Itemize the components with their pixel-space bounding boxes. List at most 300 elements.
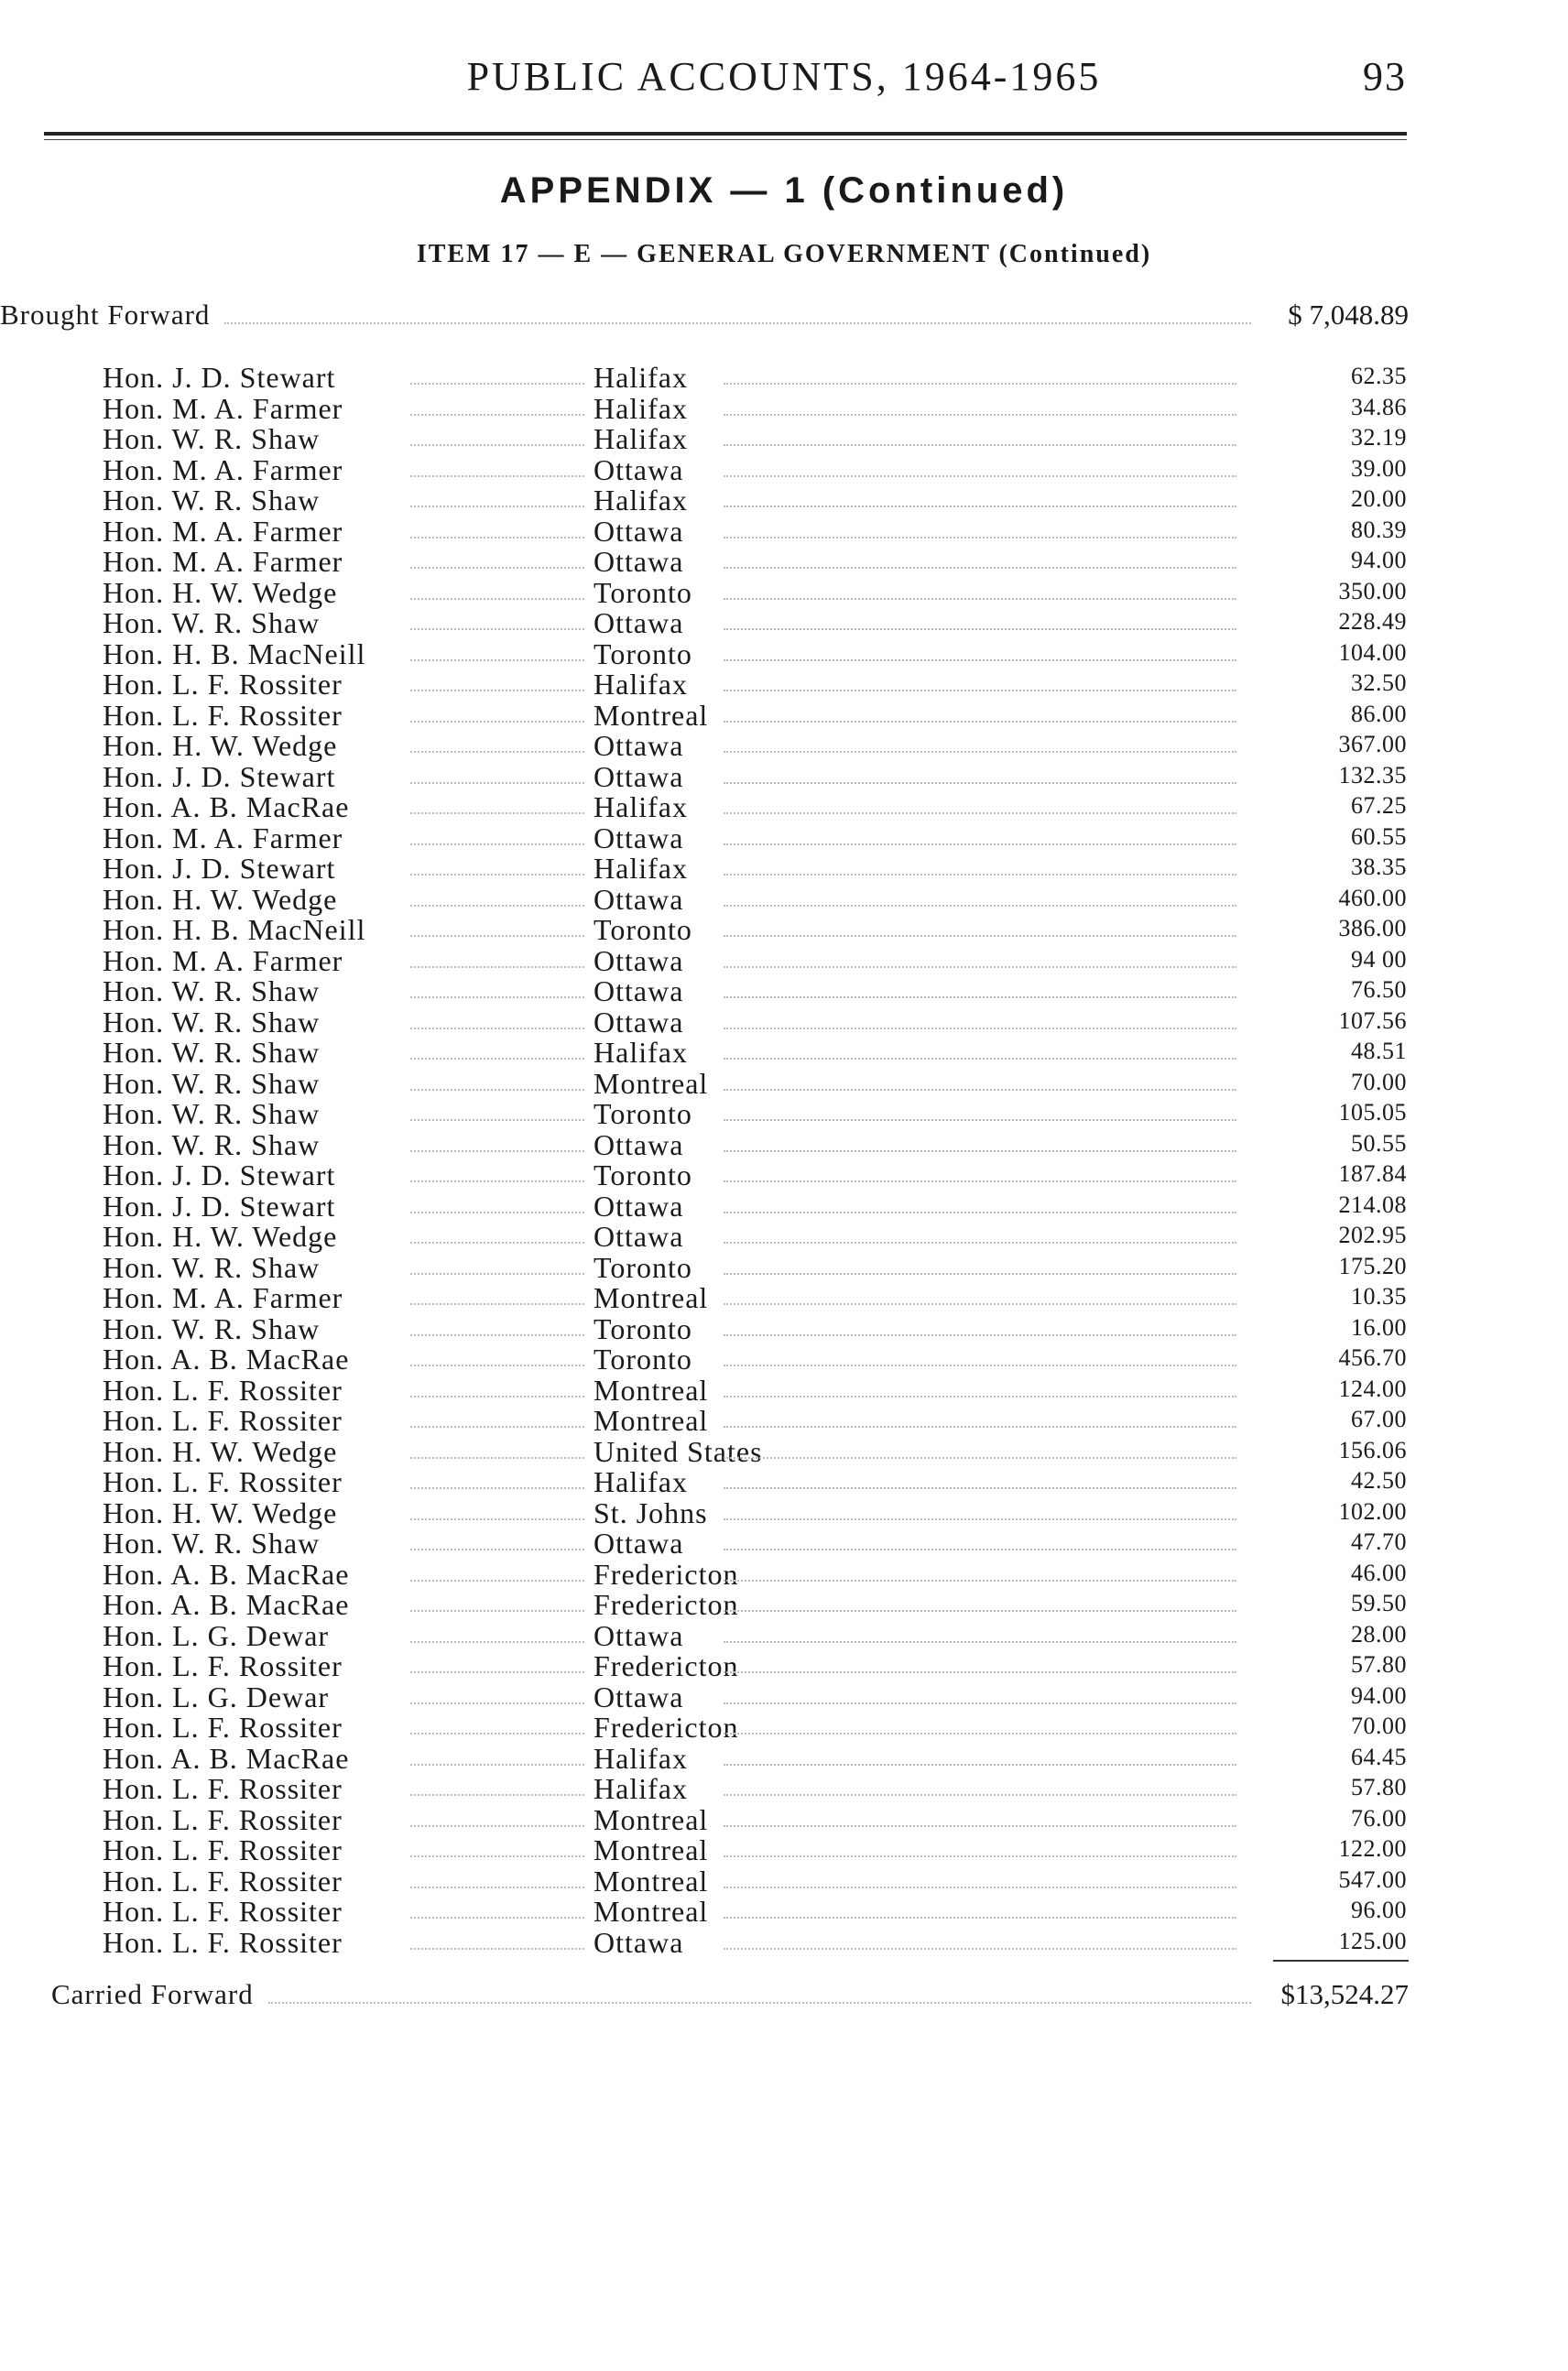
entry-place: Fredericton (593, 1649, 739, 1682)
entry-row (0, 1649, 1568, 1680)
leader-dots (410, 567, 584, 569)
entry-amount: 67.00 (1351, 1406, 1407, 1432)
entry-place: Montreal (593, 1404, 709, 1437)
entry-place: Fredericton (593, 1711, 739, 1744)
entry-name: Hon. H. W. Wedge (103, 1495, 338, 1529)
leader-dots (410, 628, 584, 630)
entry-amount: 122.00 (1338, 1835, 1407, 1862)
leader-dots (724, 1487, 1236, 1489)
entry-place: St. Johns (593, 1495, 708, 1529)
leader-dots (410, 1948, 584, 1950)
leader-dots (724, 1610, 1236, 1612)
leader-dots (724, 628, 1236, 630)
entry-place: Toronto (593, 1097, 692, 1130)
leader-dots (410, 1396, 584, 1398)
entry-amount: 57.80 (1351, 1651, 1407, 1678)
entry-place: Ottawa (593, 452, 684, 486)
leader-dots (410, 1303, 584, 1305)
entry-place: Halifax (593, 1772, 688, 1805)
leader-dots (268, 2002, 1251, 2004)
entry-place: Ottawa (593, 821, 684, 854)
entry-row (0, 1833, 1568, 1865)
entry-place: Ottawa (593, 1005, 684, 1039)
entry-row (0, 760, 1568, 791)
leader-dots (724, 1825, 1236, 1827)
entry-place: Fredericton (593, 1557, 739, 1591)
entry-row (0, 1680, 1568, 1712)
entry-amount: 32.50 (1351, 669, 1407, 696)
item-heading: ITEM 17 — E — GENERAL GOVERNMENT (Continued) (416, 240, 1152, 268)
entry-name: Hon. L. F. Rossiter (103, 1404, 343, 1437)
leader-dots (410, 1855, 584, 1857)
entry-amount: 38.35 (1351, 854, 1407, 880)
entry-name: Hon. J. D. Stewart (103, 759, 336, 793)
entry-name: Hon. J. D. Stewart (103, 1158, 336, 1191)
entry-amount: 350.00 (1338, 577, 1407, 604)
entry-amount: 94.00 (1351, 547, 1407, 573)
entry-place: United States (593, 1434, 763, 1468)
leader-dots (724, 782, 1236, 784)
entry-name: Hon. L. F. Rossiter (103, 668, 343, 701)
leader-dots (410, 1887, 584, 1888)
entry-place: Ottawa (593, 882, 684, 916)
entry-amount: 59.50 (1351, 1590, 1407, 1616)
leader-dots (410, 996, 584, 998)
leader-dots (410, 751, 584, 753)
entry-name: Hon. H. W. Wedge (103, 882, 338, 916)
leader-dots (410, 874, 584, 876)
entry-place: Ottawa (593, 1680, 684, 1713)
carried-forward-amount: $13,524.27 (1280, 1978, 1409, 2010)
entry-name: Hon. W. R. Shaw (103, 1097, 321, 1130)
leader-dots (724, 598, 1236, 600)
entry-row (0, 1158, 1568, 1190)
leader-dots (410, 1150, 584, 1152)
entry-place: Toronto (593, 1250, 692, 1284)
leader-dots (410, 1180, 584, 1182)
leader-dots (410, 1119, 584, 1121)
leader-dots (410, 506, 584, 507)
entry-row (0, 1097, 1568, 1128)
entry-name: Hon. M. A. Farmer (103, 452, 343, 486)
leader-dots (410, 598, 584, 600)
entry-row (0, 821, 1568, 853)
entry-place: Ottawa (593, 943, 684, 977)
carried-forward-row (51, 1978, 1409, 2015)
entry-place: Ottawa (593, 974, 684, 1007)
leader-dots (724, 1764, 1236, 1766)
entry-amount: 132.35 (1338, 761, 1407, 789)
entry-name: Hon. H. W. Wedge (103, 1220, 338, 1253)
leader-dots (724, 1733, 1236, 1735)
entry-place: Fredericton (593, 1588, 739, 1621)
leader-dots (724, 475, 1236, 477)
entry-place: Montreal (593, 1895, 709, 1928)
entry-amount: 94.00 (1351, 1681, 1407, 1709)
leader-dots (724, 1887, 1236, 1888)
entry-name: Hon. A. B. MacRae (103, 1343, 350, 1376)
appendix-heading: APPENDIX — 1 (Continued) (499, 170, 1069, 211)
entry-row (0, 944, 1568, 975)
entry-name: Hon. L. F. Rossiter (103, 698, 343, 732)
entry-name: Hon. H. B. MacNeill (103, 636, 366, 670)
entry-amount: 105.05 (1338, 1099, 1407, 1126)
entry-row (0, 1619, 1568, 1650)
entry-amount: 386.00 (1338, 915, 1407, 941)
leader-dots (410, 1426, 584, 1428)
entry-name: Hon. H. W. Wedge (103, 575, 338, 609)
leader-dots (724, 1058, 1236, 1060)
entry-name: Hon. L. F. Rossiter (103, 1711, 343, 1744)
entry-row (0, 606, 1568, 637)
leader-dots (724, 1794, 1236, 1796)
leader-dots (724, 1396, 1236, 1398)
leader-dots (724, 1549, 1236, 1550)
entry-name: Hon. L. F. Rossiter (103, 1649, 343, 1682)
header-rule (44, 132, 1407, 136)
entry-amount: 156.06 (1338, 1436, 1407, 1463)
leader-dots (410, 1487, 584, 1489)
entry-row (0, 1588, 1568, 1619)
entry-place: Halifax (593, 1465, 688, 1498)
entry-amount: 34.86 (1351, 393, 1407, 420)
entry-place: Toronto (593, 636, 692, 670)
entry-amount: 76.50 (1351, 976, 1407, 1003)
entry-place: Ottawa (593, 1189, 684, 1223)
entry-row (0, 1006, 1568, 1037)
entry-place: Toronto (593, 1343, 692, 1376)
leader-dots (724, 1948, 1236, 1950)
entry-place: Halifax (593, 1741, 688, 1775)
leader-dots (724, 537, 1236, 538)
leader-dots (410, 1702, 584, 1704)
entry-place: Montreal (593, 1281, 709, 1314)
leader-dots (724, 1212, 1236, 1213)
leader-dots (410, 1549, 584, 1550)
entry-name: Hon. J. D. Stewart (103, 852, 336, 885)
entry-place: Halifax (593, 391, 688, 425)
entry-row (0, 1128, 1568, 1159)
leader-dots (410, 1242, 584, 1244)
page-header-title: PUBLIC ACCOUNTS, 1964-1965 (466, 54, 1102, 99)
entry-place: Toronto (593, 913, 692, 946)
leader-dots (724, 1089, 1236, 1091)
entry-row (0, 1281, 1568, 1312)
entry-row (0, 883, 1568, 914)
entry-name: Hon. A. B. MacRae (103, 1557, 350, 1591)
entry-amount: 104.00 (1338, 638, 1407, 666)
entry-amount: 86.00 (1351, 700, 1407, 727)
entry-row (0, 668, 1568, 699)
entry-row (0, 1220, 1568, 1251)
leader-dots (410, 905, 584, 907)
page-number: 93 (1363, 54, 1407, 99)
leader-dots (724, 1855, 1236, 1857)
leader-dots (724, 444, 1236, 446)
entry-amount: 67.25 (1351, 792, 1407, 819)
entry-name: Hon. L. F. Rossiter (103, 1772, 343, 1805)
entry-amount: 47.70 (1351, 1528, 1407, 1555)
entry-amount: 60.55 (1351, 822, 1407, 850)
leader-dots (724, 843, 1236, 845)
leader-dots (410, 1089, 584, 1091)
leader-dots (410, 935, 584, 937)
entry-name: Hon. W. R. Shaw (103, 974, 321, 1007)
entry-amount: 202.95 (1338, 1222, 1407, 1248)
entry-name: Hon. W. R. Shaw (103, 1250, 321, 1284)
leader-dots (724, 1365, 1236, 1366)
entry-place: Montreal (593, 1373, 709, 1407)
entry-amount: 96.00 (1351, 1897, 1407, 1923)
leader-dots (410, 444, 584, 446)
entry-row (0, 1742, 1568, 1773)
entry-amount: 102.00 (1338, 1497, 1407, 1525)
leader-dots (410, 1028, 584, 1029)
entry-name: Hon. W. R. Shaw (103, 1127, 321, 1161)
total-rule (1273, 1960, 1409, 1962)
leader-dots (410, 1273, 584, 1275)
entry-row (0, 1558, 1568, 1589)
entry-place: Ottawa (593, 545, 684, 578)
leader-dots (724, 1580, 1236, 1582)
leader-dots (724, 874, 1236, 876)
leader-dots (410, 475, 584, 477)
entry-amount: 70.00 (1351, 1713, 1407, 1739)
entry-amount: 70.00 (1351, 1068, 1407, 1095)
leader-dots (410, 812, 584, 814)
entry-place: Montreal (593, 1066, 709, 1100)
entry-amount: 48.51 (1351, 1038, 1407, 1064)
entry-row (0, 1374, 1568, 1405)
entry-amount: 16.00 (1351, 1313, 1407, 1341)
leader-dots (410, 659, 584, 661)
entry-name: Hon. W. R. Shaw (103, 484, 321, 517)
leader-dots (724, 935, 1236, 937)
brought-forward-row (0, 299, 1409, 335)
entry-row (0, 576, 1568, 607)
entry-place: Ottawa (593, 514, 684, 548)
entry-name: Hon. W. R. Shaw (103, 1527, 321, 1560)
entry-amount: 57.80 (1351, 1774, 1407, 1800)
entry-name: Hon. L. G. Dewar (103, 1680, 330, 1713)
leader-dots (724, 996, 1236, 998)
entry-row (0, 1496, 1568, 1528)
leader-dots (724, 1334, 1236, 1336)
entry-name: Hon. H. W. Wedge (103, 729, 338, 762)
entry-name: Hon. M. A. Farmer (103, 545, 343, 578)
leader-dots (724, 383, 1236, 385)
leader-dots (724, 905, 1236, 907)
entry-row (0, 1067, 1568, 1098)
leader-dots (724, 1518, 1236, 1520)
entry-name: Hon. W. R. Shaw (103, 1005, 321, 1039)
entry-place: Ottawa (593, 1127, 684, 1161)
leader-dots (724, 567, 1236, 569)
entry-amount: 42.50 (1351, 1467, 1407, 1494)
entry-row (0, 1343, 1568, 1374)
entry-row (0, 1312, 1568, 1343)
leader-dots (410, 537, 584, 538)
entries-list (0, 361, 1568, 1959)
leader-dots (724, 659, 1236, 661)
entry-name: Hon. L. F. Rossiter (103, 1864, 343, 1898)
entry-name: Hon. L. F. Rossiter (103, 1802, 343, 1836)
leader-dots (724, 1641, 1236, 1643)
entry-row (0, 852, 1568, 883)
entry-amount: 76.00 (1351, 1804, 1407, 1832)
entry-place: Halifax (593, 790, 688, 823)
leader-dots (410, 1457, 584, 1459)
entry-amount: 107.56 (1338, 1006, 1407, 1034)
entry-place: Toronto (593, 1158, 692, 1191)
entry-place: Halifax (593, 852, 688, 885)
entry-name: Hon. A. B. MacRae (103, 1741, 350, 1775)
entry-amount: 547.00 (1338, 1865, 1407, 1893)
entry-place: Halifax (593, 361, 688, 394)
entry-place: Halifax (593, 422, 688, 455)
entry-row (0, 974, 1568, 1006)
entry-row (0, 1435, 1568, 1466)
leader-dots (224, 322, 1251, 324)
leader-dots (410, 843, 584, 845)
entry-name: Hon. W. R. Shaw (103, 606, 321, 639)
entry-place: Toronto (593, 1311, 692, 1345)
entry-place: Ottawa (593, 1220, 684, 1253)
leader-dots (410, 1058, 584, 1060)
leader-dots (410, 414, 584, 416)
entry-row (0, 1711, 1568, 1742)
entry-amount: 124.00 (1338, 1375, 1407, 1402)
entry-row (0, 1251, 1568, 1282)
leader-dots (410, 1825, 584, 1827)
entry-amount: 94 00 (1351, 945, 1407, 973)
entry-amount: 187.84 (1338, 1160, 1407, 1187)
entry-amount: 214.08 (1338, 1191, 1407, 1218)
entry-place: Ottawa (593, 1618, 684, 1652)
entry-row (0, 361, 1568, 392)
entry-amount: 28.00 (1351, 1620, 1407, 1648)
entry-row (0, 392, 1568, 423)
entry-place: Montreal (593, 698, 709, 732)
entry-amount: 64.45 (1351, 1743, 1407, 1770)
entry-row (0, 1190, 1568, 1221)
entry-place: Toronto (593, 575, 692, 609)
entry-name: Hon. H. W. Wedge (103, 1434, 338, 1468)
entry-name: Hon. M. A. Farmer (103, 943, 343, 977)
entry-name: Hon. M. A. Farmer (103, 391, 343, 425)
leader-dots (410, 1518, 584, 1520)
entry-row (0, 1865, 1568, 1896)
entry-row (0, 1772, 1568, 1803)
entry-name: Hon. L. F. Rossiter (103, 1925, 343, 1959)
leader-dots (410, 1212, 584, 1213)
leader-dots (724, 506, 1236, 507)
entry-place: Ottawa (593, 759, 684, 793)
leader-dots (410, 690, 584, 691)
leader-dots (410, 1610, 584, 1612)
entry-amount: 50.55 (1351, 1129, 1407, 1157)
leader-dots (724, 1150, 1236, 1152)
entry-row (0, 1527, 1568, 1558)
entry-name: Hon. M. A. Farmer (103, 821, 343, 854)
entry-name: Hon. L. F. Rossiter (103, 1833, 343, 1866)
leader-dots (724, 812, 1236, 814)
entry-name: Hon. W. R. Shaw (103, 1066, 321, 1100)
leader-dots (410, 1334, 584, 1336)
leader-dots (410, 1365, 584, 1366)
entry-amount: 125.00 (1338, 1927, 1407, 1954)
entry-place: Montreal (593, 1833, 709, 1866)
entry-row (0, 729, 1568, 760)
entry-name: Hon. L. F. Rossiter (103, 1373, 343, 1407)
leader-dots (410, 1917, 584, 1919)
entry-row (0, 1036, 1568, 1067)
entry-amount: 228.49 (1338, 608, 1407, 635)
leader-dots (724, 1702, 1236, 1704)
leader-dots (410, 966, 584, 968)
entry-place: Halifax (593, 484, 688, 517)
entry-amount: 20.00 (1351, 485, 1407, 512)
entry-row (0, 1895, 1568, 1926)
entry-place: Ottawa (593, 606, 684, 639)
leader-dots (724, 1273, 1236, 1275)
entry-amount: 46.00 (1351, 1559, 1407, 1586)
leader-dots (724, 1457, 1236, 1459)
entry-name: Hon. W. R. Shaw (103, 422, 321, 455)
entry-amount: 460.00 (1338, 884, 1407, 911)
entry-place: Halifax (593, 1036, 688, 1069)
entry-row (0, 1465, 1568, 1496)
entry-row (0, 913, 1568, 944)
entry-row (0, 484, 1568, 515)
entry-name: Hon. L. G. Dewar (103, 1618, 330, 1652)
leader-dots (724, 1671, 1236, 1673)
leader-dots (724, 751, 1236, 753)
entry-name: Hon. J. D. Stewart (103, 1189, 336, 1223)
leader-dots (410, 1641, 584, 1643)
entry-amount: 175.20 (1338, 1252, 1407, 1279)
entry-row (0, 515, 1568, 546)
leader-dots (410, 1671, 584, 1673)
entry-place: Ottawa (593, 729, 684, 762)
entry-row (0, 422, 1568, 453)
entry-name: Hon. M. A. Farmer (103, 514, 343, 548)
leader-dots (724, 690, 1236, 691)
entry-row (0, 545, 1568, 576)
entry-row (0, 1404, 1568, 1435)
entry-place: Montreal (593, 1864, 709, 1898)
entry-name: Hon. H. B. MacNeill (103, 913, 366, 946)
leader-dots (410, 1580, 584, 1582)
entry-row (0, 1926, 1568, 1957)
leader-dots (410, 721, 584, 723)
entry-amount: 456.70 (1338, 1344, 1407, 1371)
leader-dots (724, 1180, 1236, 1182)
header-rule-thin (44, 139, 1407, 140)
entry-row (0, 637, 1568, 669)
leader-dots (410, 782, 584, 784)
leader-dots (724, 1242, 1236, 1244)
leader-dots (724, 1917, 1236, 1919)
leader-dots (410, 383, 584, 385)
entry-row (0, 453, 1568, 484)
entry-name: Hon. M. A. Farmer (103, 1281, 343, 1314)
leader-dots (410, 1794, 584, 1796)
entry-name: Hon. J. D. Stewart (103, 361, 336, 394)
entry-row (0, 1803, 1568, 1834)
entry-name: Hon. W. R. Shaw (103, 1036, 321, 1069)
leader-dots (724, 721, 1236, 723)
